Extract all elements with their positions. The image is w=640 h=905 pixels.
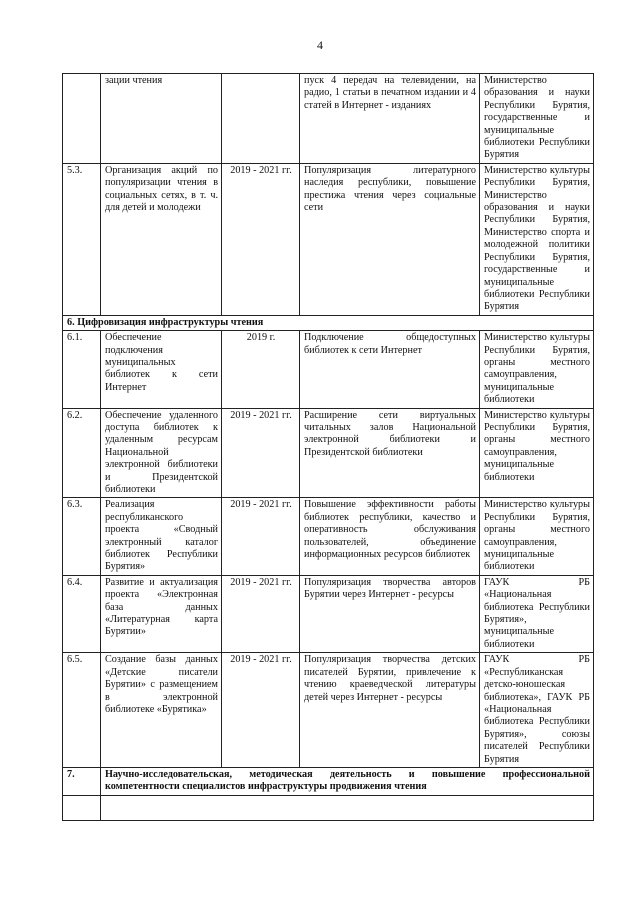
row-number: 6.5. [63,653,101,768]
empty-cell [63,795,101,820]
executors-cell: Министерство культуры Республики Бурятия, органы местного самоуправления, муниципальные библиотеки [480,331,594,408]
result-cell: Популяризация литературного наследия республики, повышение престижа чтения через социальные сети [300,163,480,315]
table-row [63,653,594,768]
table-row [63,408,594,498]
row-number [63,74,101,164]
plan-table [62,73,594,821]
section-7-number: 7. [63,767,101,795]
executors-cell: ГАУК РБ «Республиканская детско-юношеская библиотека», ГАУК РБ «Национальная библиотека Республики Бурятия», союзы писателей Республики Бурятия [480,653,594,768]
table-row [63,498,594,575]
result-cell: Повышение эффективности работы библиотек республики, качество и оперативность обслуживания пользователей, объединение информационных ресурсов библиотек [300,498,480,575]
activity-cell: Создание базы данных «Детские писатели Бурятии» с размещением в электронной библиотеке «Бурятика» [101,653,222,768]
date-cell: 2019 - 2021 гг. [222,498,300,575]
row-number: 6.4. [63,575,101,652]
executors-cell: ГАУК РБ «Национальная библиотека Республики Бурятия», муниципальные библиотеки [480,575,594,652]
date-cell [222,74,300,164]
executors-cell: Министерство культуры Республики Бурятия, органы местного самоуправления, муниципальные библиотеки [480,408,594,498]
section-title: 6. Цифровизация инфраструктуры чтения [63,315,594,330]
activity-cell: Развитие и актуализация проекта «Электронная база данных «Литературная карта Бурятии» [101,575,222,652]
result-cell: пуск 4 передач на телевидении, на радио, 1 статьи в печатном издании и 4 статей в Интернет - изданиях [300,74,480,164]
date-cell: 2019 - 2021 гг. [222,575,300,652]
section-header-row [63,315,594,330]
section-7-row [63,767,594,795]
date-cell: 2019 г. [222,331,300,408]
activity-cell: зации чтения [101,74,222,164]
result-cell: Популяризация творчества авторов Бурятии через Интернет - ресурсы [300,575,480,652]
table-row [63,163,594,315]
result-cell: Подключение общедоступных библиотек к сети Интернет [300,331,480,408]
table-row [63,74,594,164]
table-row [63,331,594,408]
executors-cell: Министерство культуры Республики Бурятия, органы местного самоуправления, муниципальные библиотеки [480,498,594,575]
activity-cell: Реализация республиканского проекта «Сводный электронный каталог библиотек Республики Бурятия» [101,498,222,575]
page-number: 4 [317,38,323,52]
date-cell: 2019 - 2021 гг. [222,408,300,498]
result-cell: Популяризация творчества детских писателей Бурятии, привлечение к чтению краеведческой литературы детей через Интернет - ресурсы [300,653,480,768]
table-row [63,575,594,652]
result-cell: Расширение сети виртуальных читальных залов Национальной электронной библиотеки и Президентской библиотеки [300,408,480,498]
row-number: 6.1. [63,331,101,408]
empty-cell [101,795,594,820]
executors-cell: Министерство образования и науки Республики Бурятия, государственные и муниципальные библиотеки Республики Бурятия [480,74,594,164]
row-number: 5.3. [63,163,101,315]
executors-cell: Министерство культуры Республики Бурятия, Министерство образования и науки Республики Бурятия, Министерство спорта и молодежной политики Республики Бурятия, государственные и муниципальные библиотеки Республики Бурятия [480,163,594,315]
row-number: 6.3. [63,498,101,575]
activity-cell: Обеспечение удаленного доступа библиотек к удаленным ресурсам Национальной электронной библиотеки и Президентской библиотеки [101,408,222,498]
date-cell: 2019 - 2021 гг. [222,653,300,768]
date-cell: 2019 - 2021 гг. [222,163,300,315]
activity-cell: Организация акций по популяризации чтения в социальных сетях, в т. ч. для детей и молодежи [101,163,222,315]
section-7-title: Научно-исследовательская, методическая деятельность и повышение профессиональной компетентности специалистов инфраструктуры продвижения чтения [101,767,594,795]
row-number: 6.2. [63,408,101,498]
activity-cell: Обеспечение подключения муниципальных библиотек к сети Интернет [101,331,222,408]
table-row [63,795,594,820]
